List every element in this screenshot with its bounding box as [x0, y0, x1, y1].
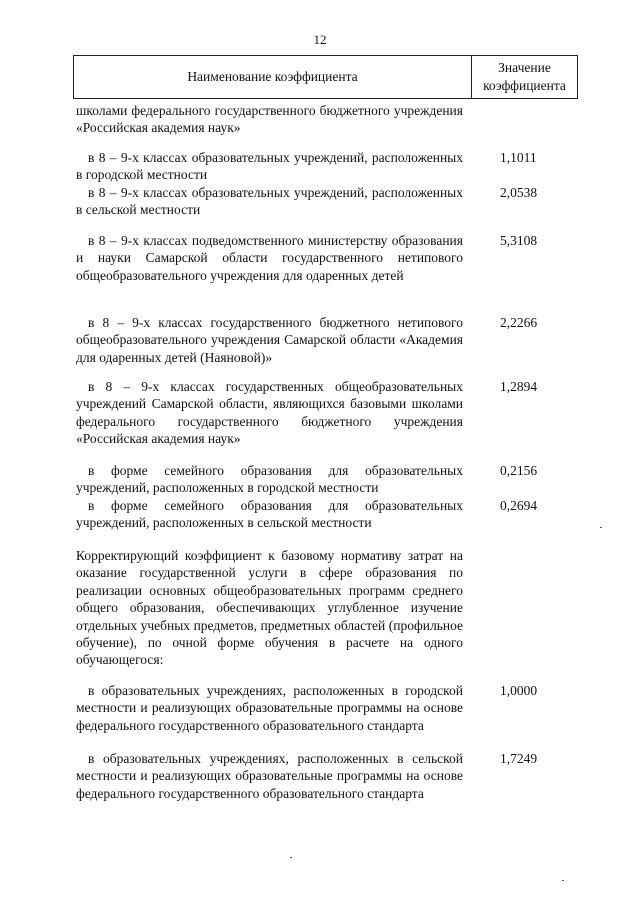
column-header-name: Наименование коэффициента: [187, 69, 358, 84]
row-text: в 8 – 9-х классах подведомственного министерству образования и науки Самарской области государственного нетипового общеобразовательного учреждения для одаренных детей: [76, 233, 463, 283]
row-value: 0,2156: [500, 463, 538, 478]
scan-speck: [600, 527, 602, 528]
column-header-value: Значение коэффициента: [483, 60, 566, 93]
row-text: в 8 – 9-х классах образовательных учреждений, расположенных в сельской местности: [76, 185, 463, 218]
row-text: в форме семейного образования для образовательных учреждений, расположенных в городской местности: [76, 463, 463, 496]
row-text: в образовательных учреждениях, расположенных в городской местности и реализующих образовательные программы на основе федерального государственного образовательного стандарта: [76, 683, 463, 733]
row-value: 0,2694: [500, 498, 538, 513]
row-value: 1,1011: [500, 150, 537, 165]
row-value: 1,2894: [500, 379, 538, 394]
table-header: [73, 55, 578, 99]
page-number: 12: [313, 32, 327, 47]
row-text: Корректирующий коэффициент к базовому нормативу затрат на оказание государственной услуги в сфере образования по реализации основных общеобразовательных программ среднего общего образования, обеспечивающих углубленное изучение отдельных учебных предметов, предметных областей (профильное обучение), по очной форме обучения в расчете на одного обучающегося:: [76, 548, 463, 668]
row-value: 2,2266: [500, 315, 538, 330]
row-value: 2,0538: [500, 185, 538, 200]
scan-speck: [562, 880, 564, 881]
row-text: в образовательных учреждениях, расположенных в сельской местности и реализующих образовательные программы на основе федерального государственного образовательного стандарта: [76, 751, 463, 801]
row-text: в 8 – 9-х классах образовательных учреждений, расположенных в городской местности: [76, 150, 463, 183]
row-value: 5,3108: [500, 233, 538, 248]
scan-speck: [290, 857, 292, 858]
row-text: школами федерального государственного бюджетного учреждения «Российская академия наук»: [76, 103, 463, 136]
row-value: 1,7249: [500, 751, 538, 766]
row-text: в 8 – 9-х классах государственных общеобразовательных учреждений Самарской области, являющихся базовыми школами федерального государственного бюджетного учреждения «Российская академия наук»: [76, 379, 463, 447]
row-text: в 8 – 9-х классах государственного бюджетного нетипового общеобразовательного учреждения Самарской области «Академия для одаренных детей (Наяновой)»: [76, 315, 463, 365]
row-value: 1,0000: [500, 683, 538, 698]
row-text: в форме семейного образования для образовательных учреждений, расположенных в сельской местности: [76, 498, 463, 531]
